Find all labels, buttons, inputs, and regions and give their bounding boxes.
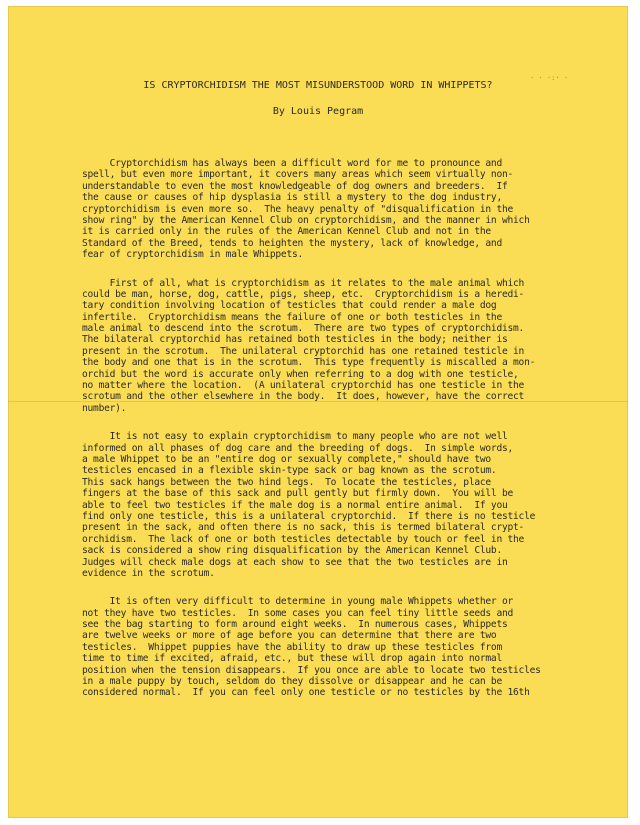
paragraph [82, 158, 594, 261]
text-line: able to feel two testicles if the male dog is a normal entire animal. If you [82, 499, 508, 511]
text-line: orchid but the word is accurate only when referring to a dog with one testicle, [82, 368, 519, 380]
text-line: Judges will check male dogs at each show to see that the two testicles are in [82, 556, 508, 568]
text-line: number). [82, 402, 127, 414]
document-body [82, 158, 594, 716]
text-line: present in the scrotum. The unilateral cryptorchid has one retained testicle in [82, 345, 525, 357]
text-line: orchidism. The lack of one or both testicles detectable by touch or feel in the [82, 533, 525, 545]
text-line: the cause or causes of hip dysplasia is still a mystery to the dog industry, [82, 192, 502, 204]
text-line: This sack hangs between the two hind legs. To locate the testicles, place [82, 476, 491, 488]
text-line: fingers at the base of this sack and pull gently but firmly down. You will be [82, 488, 514, 500]
text-line: a male Whippet to be an "entire dog or sexually complete," should have two [82, 453, 491, 465]
text-line: Standard of the Breed, tends to heighten the mystery, lack of knowledge, and [82, 237, 502, 249]
text-line: It is not easy to explain cryptorchidism to many people who are not well [82, 431, 508, 443]
text-line: evidence in the scrotum. [82, 567, 215, 579]
text-line: informed on all phases of dog care and the breeding of dogs. In simple words, [82, 442, 514, 454]
text-line: scrotum and the other elsewhere in the body. It does, however, have the correct [82, 391, 525, 403]
paragraph [82, 431, 594, 579]
text-line: It is often very difficult to determine in young male Whippets whether or [82, 596, 514, 608]
text-line: infertile. Cryptorchidism means the failure of one or both testicles in the [82, 311, 502, 323]
text-line: show ring" by the American Kennel Club on cryptorchidism, and the manner in which [82, 214, 530, 226]
text-line: find only one testicle, this is a unilateral cryptorchid. If there is no testicle [82, 510, 536, 522]
document-page [8, 6, 628, 818]
text-line: are twelve weeks or more of age before you can determine that there are two [82, 630, 497, 642]
text-line: The bilateral cryptorchid has retained both testicles in the body; neither is [82, 334, 508, 346]
text-line: time to time if excited, afraid, etc., but these will drop again into normal [82, 653, 502, 665]
text-line: male animal to descend into the scrotum. There are two types of cryptorchidism. [82, 323, 525, 335]
paragraph [82, 596, 594, 699]
document-title: IS CRYPTORCHIDISM THE MOST MISUNDERSTOOD WORD IN WHIPPETS? [143, 80, 493, 91]
text-line: spell, but even more important, it covers many areas which seem virtually non- [82, 169, 514, 181]
text-line: First of all, what is cryptorchidism as it relates to the male animal which [82, 277, 525, 289]
text-line: tary condition involving location of testicles that could render a male dog [82, 300, 497, 312]
text-line: position when the tension disappears. If you once are able to locate two testicles [82, 664, 541, 676]
author-byline: By Louis Pegram [272, 106, 364, 117]
text-line: Cryptorchidism has always been a difficult word for me to pronounce and [82, 158, 502, 169]
text-line: sack is considered a show ring disqualification by the American Kennel Club. [82, 545, 502, 557]
text-line: considered normal. If you can feel only one testicle or no testicles by the 16th [82, 687, 530, 699]
text-line: testicles. Whippet puppies have the ability to draw up these testicles from [82, 641, 502, 653]
text-line: not they have two testicles. In some cases you can feel tiny little seeds and [82, 607, 514, 619]
text-line: could be man, horse, dog, cattle, pigs, sheep, etc. Cryptorchidism is a heredi- [82, 288, 525, 300]
paragraph [82, 278, 594, 415]
text-line: testicles encased in a flexible skin-type sack or bag known as the scrotum. [82, 465, 497, 477]
text-line: understandable to even the most knowledgeable of dog owners and breeders. If [82, 180, 508, 192]
text-line: present in the sack, and often there is no sack, this is termed bilateral crypt- [82, 522, 525, 534]
text-line: see the bag starting to form around eight weeks. In numerous cases, Whippets [82, 619, 508, 631]
text-line: it is carried only in the rules of the American Kennel Club and not in the [82, 226, 491, 238]
text-line: fear of cryptorchidism in male Whippets. [82, 249, 304, 261]
text-line: the body and one that is in the scrotum. This type frequently is miscalled a mon- [82, 357, 536, 369]
text-line: in a male puppy by touch, seldom do they dissolve or disappear and he can be [82, 676, 502, 688]
page-mark: · · ·:· · [530, 74, 568, 82]
text-line: no matter where the location. (A unilateral cryptorchid has one testicle in the [82, 380, 525, 392]
text-line: cryptorchidism is even more so. The heavy penalty of "disqualification in the [82, 203, 514, 215]
